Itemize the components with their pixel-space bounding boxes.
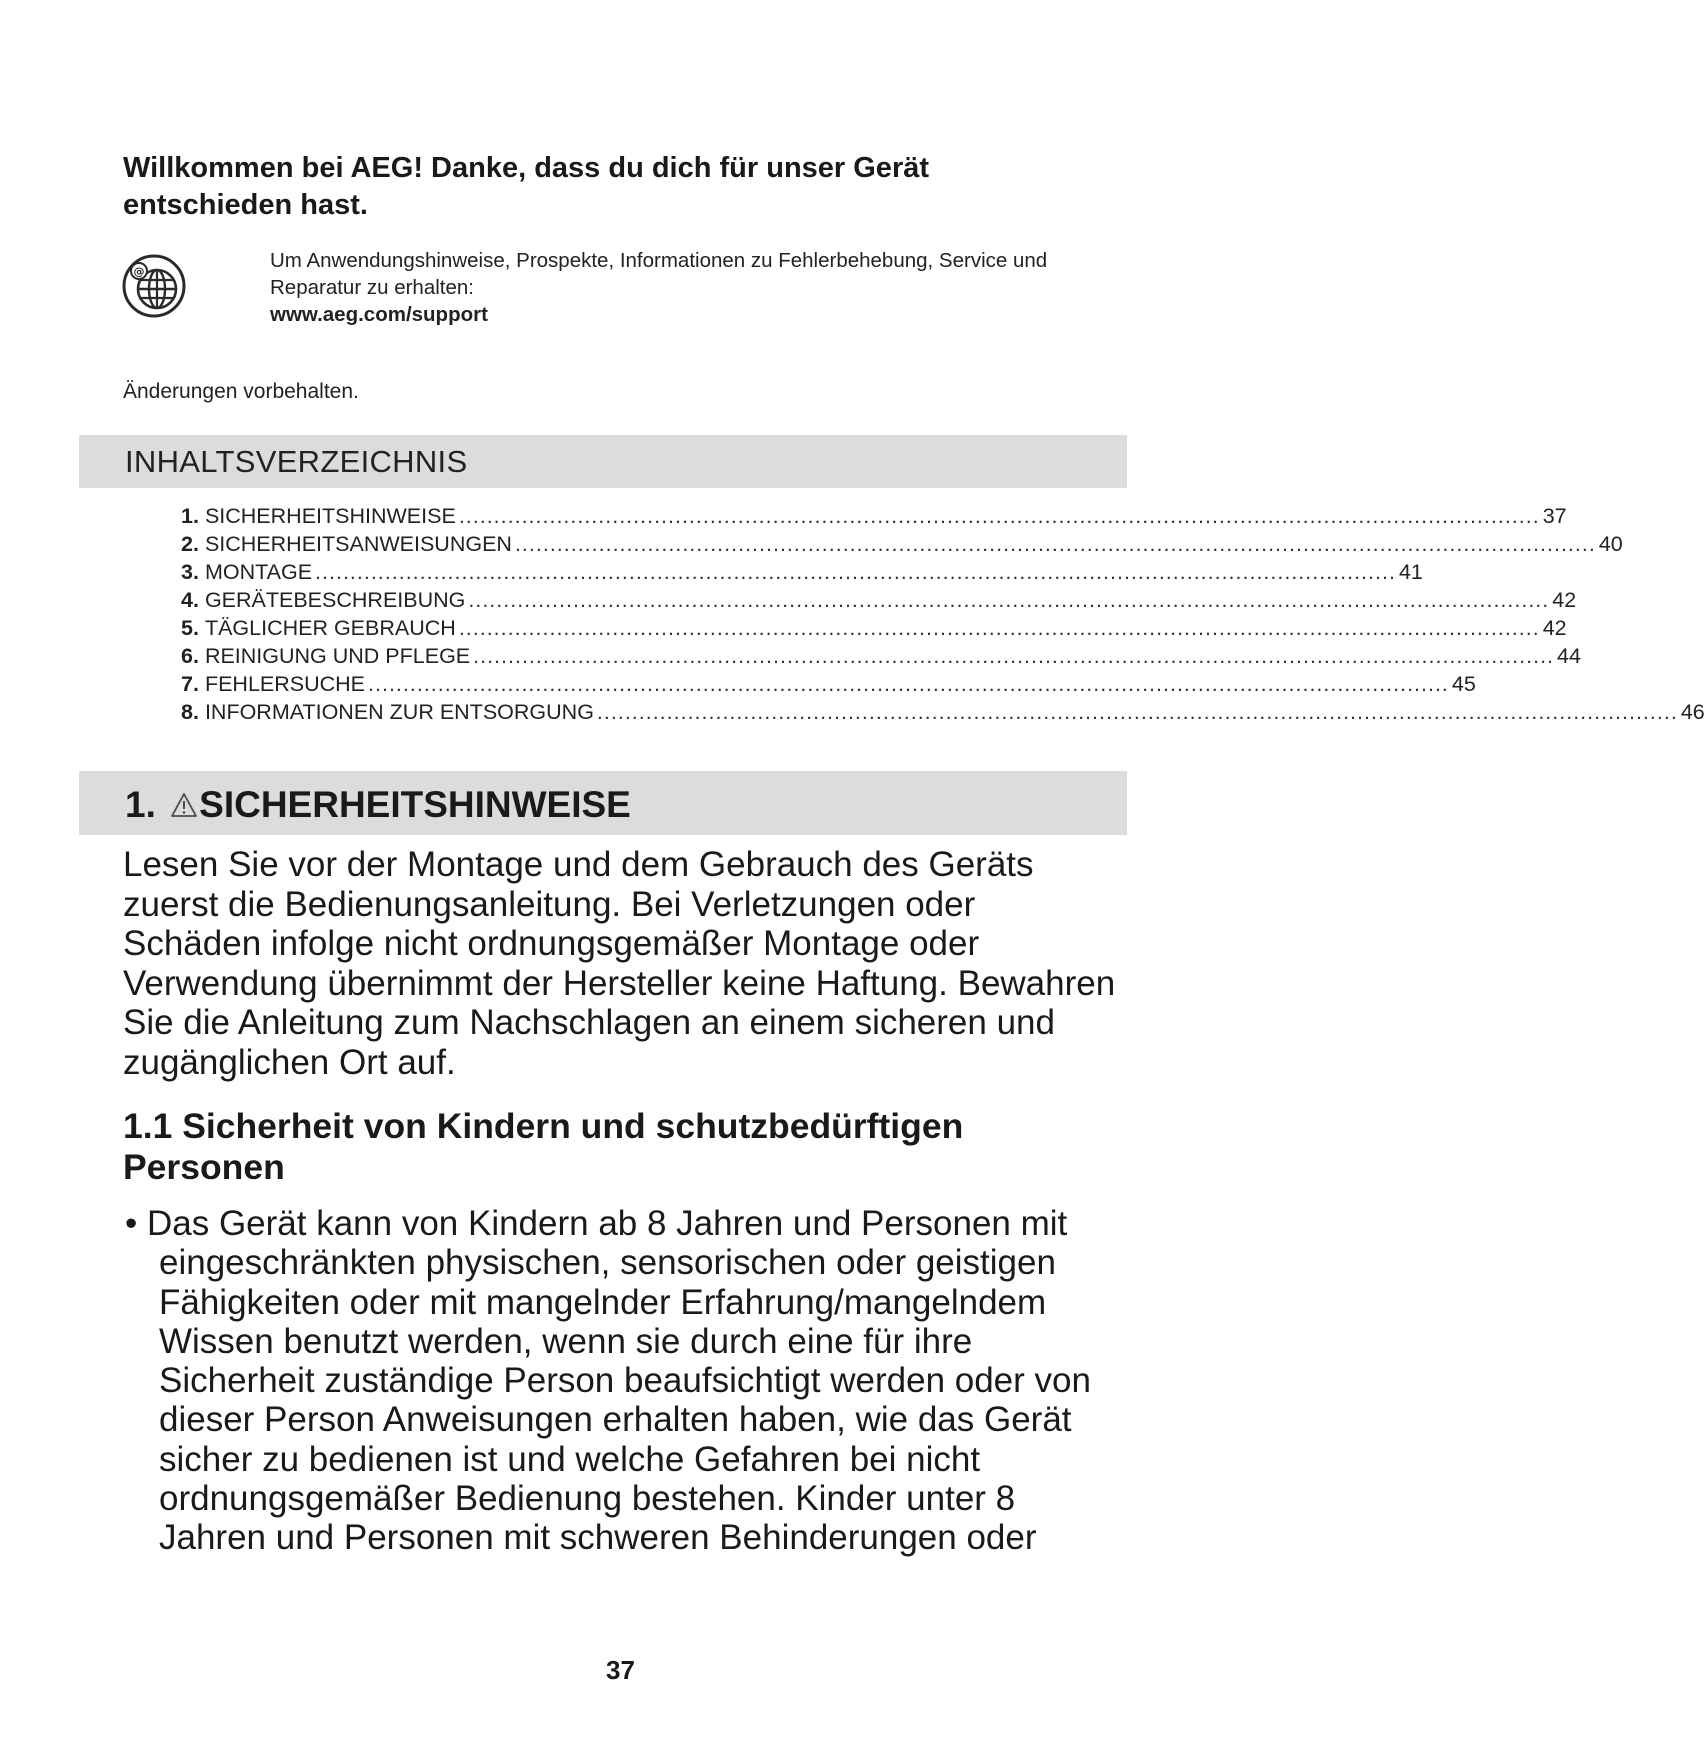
toc-entry-number: 5.: [181, 616, 199, 640]
toc-entry-label: INFORMATIONEN ZUR ENTSORGUNG: [204, 700, 594, 724]
toc-entry-number: 1.: [181, 504, 199, 528]
toc-entry-page: 41: [1398, 560, 1423, 584]
toc-entry[interactable]: [181, 586, 1577, 614]
toc-leader-dots: ...........................................................................................................................................................: [458, 504, 1540, 528]
toc-entry[interactable]: [181, 614, 1567, 642]
toc-header-band: [79, 435, 1127, 488]
section-1-number: 1.: [125, 784, 156, 825]
toc-leader-dots: ...........................................................................................................................................................: [473, 644, 1555, 668]
section-1-intro: Lesen Sie vor der Montage und dem Gebrauch des Geräts zuerst die Bedienungsanleitung. Bei Verletzungen oder Schäden infolge nicht ordnungsgemäßer Montage oder Verwendung übernimmt der Hersteller keine Haftung. Bewahren Sie die Anleitung zum Nachschlagen an einem sicheren und zugänglichen Ort auf.: [123, 845, 1116, 1082]
toc-entry-page: 45: [1451, 672, 1476, 696]
toc-entry-page: 40: [1598, 532, 1623, 556]
support-url-link[interactable]: www.aeg.com/support: [270, 303, 488, 326]
globe-at-icon: [121, 253, 187, 319]
toc-entry-label: GERÄTEBESCHREIBUNG: [204, 588, 466, 612]
welcome-heading: Willkommen bei AEG! Danke, dass du dich für unser Gerät entschieden hast.: [123, 152, 930, 221]
toc-entry[interactable]: [181, 670, 1476, 698]
toc-entry-label: FEHLERSUCHE: [204, 672, 366, 696]
toc-entry-number: 4.: [181, 588, 199, 612]
toc-entry-page: 42: [1542, 616, 1567, 640]
toc-entry-number: 6.: [181, 644, 199, 668]
toc-entry[interactable]: [181, 530, 1623, 558]
support-info: [270, 247, 1140, 328]
toc-title: INHALTSVERZEICHNIS: [125, 444, 468, 479]
toc-entry-label: SICHERHEITSHINWEISE: [204, 504, 456, 528]
toc-entry[interactable]: [181, 698, 1705, 726]
toc-entry-label: TÄGLICHER GEBRAUCH: [204, 616, 456, 640]
toc-leader-dots: ...........................................................................................................................................................: [514, 532, 1596, 556]
toc-entry-label: REINIGUNG UND PFLEGE: [204, 644, 471, 668]
toc-entry-page: 44: [1557, 644, 1581, 668]
toc-entry[interactable]: [181, 502, 1567, 530]
svg-text:@: @: [133, 265, 145, 278]
toc-entry-page: 46: [1680, 700, 1705, 724]
toc-entry-number: 8.: [181, 700, 199, 724]
section-1-header-band: [79, 771, 1127, 835]
support-description: Um Anwendungshinweise, Prospekte, Informationen zu Fehlerbehebung, Service und Reparatur zu erhalten:: [270, 249, 1048, 299]
toc-entry[interactable]: [181, 642, 1581, 670]
changes-note: Änderungen vorbehalten.: [123, 380, 359, 403]
toc-leader-dots: ...........................................................................................................................................................: [315, 560, 1396, 584]
table-of-contents: [181, 502, 1705, 726]
toc-entry-number: 3.: [181, 560, 199, 584]
section-1-title-text: SICHERHEITSHINWEISE: [199, 784, 631, 825]
subsection-1-1-heading: 1.1 Sicherheit von Kindern und schutzbedürftigen Personen: [123, 1106, 964, 1187]
toc-leader-dots: ...........................................................................................................................................................: [468, 588, 1550, 612]
toc-entry-number: 2.: [181, 532, 199, 556]
toc-entry-label: SICHERHEITSANWEISUNGEN: [204, 532, 512, 556]
toc-leader-dots: ...........................................................................................................................................................: [368, 672, 1449, 696]
toc-entry-page: 37: [1542, 504, 1567, 528]
list-item: • Das Gerät kann von Kindern ab 8 Jahren und Personen mit eingeschränkten physischen, sensorischen oder geistigen Fähigkeiten oder mit mangelnder Erfahrung/mangelndem Wissen benutzt werden, wenn sie durch eine für ihre Sicherheit zuständige Person beaufsichtigt werden oder von dieser Person Anweisungen erhalten haben, wie das Gerät sicher zu bedienen ist und welche Gefahren bei nicht ordnungsgemäßer Bedienung bestehen. Kinder unter 8 Jahren und Personen mit schweren Behinderungen oder: [125, 1204, 1091, 1558]
toc-leader-dots: ...........................................................................................................................................................: [458, 616, 1540, 640]
toc-entry[interactable]: [181, 558, 1423, 586]
toc-entry-label: MONTAGE: [204, 560, 313, 584]
section-1-title: [125, 783, 631, 827]
warning-triangle-icon: [170, 792, 198, 818]
page-number: 37: [606, 1655, 635, 1685]
toc-entry-number: 7.: [181, 672, 199, 696]
toc-entry-page: 42: [1552, 588, 1577, 612]
toc-leader-dots: ...........................................................................................................................................................: [596, 700, 1678, 724]
